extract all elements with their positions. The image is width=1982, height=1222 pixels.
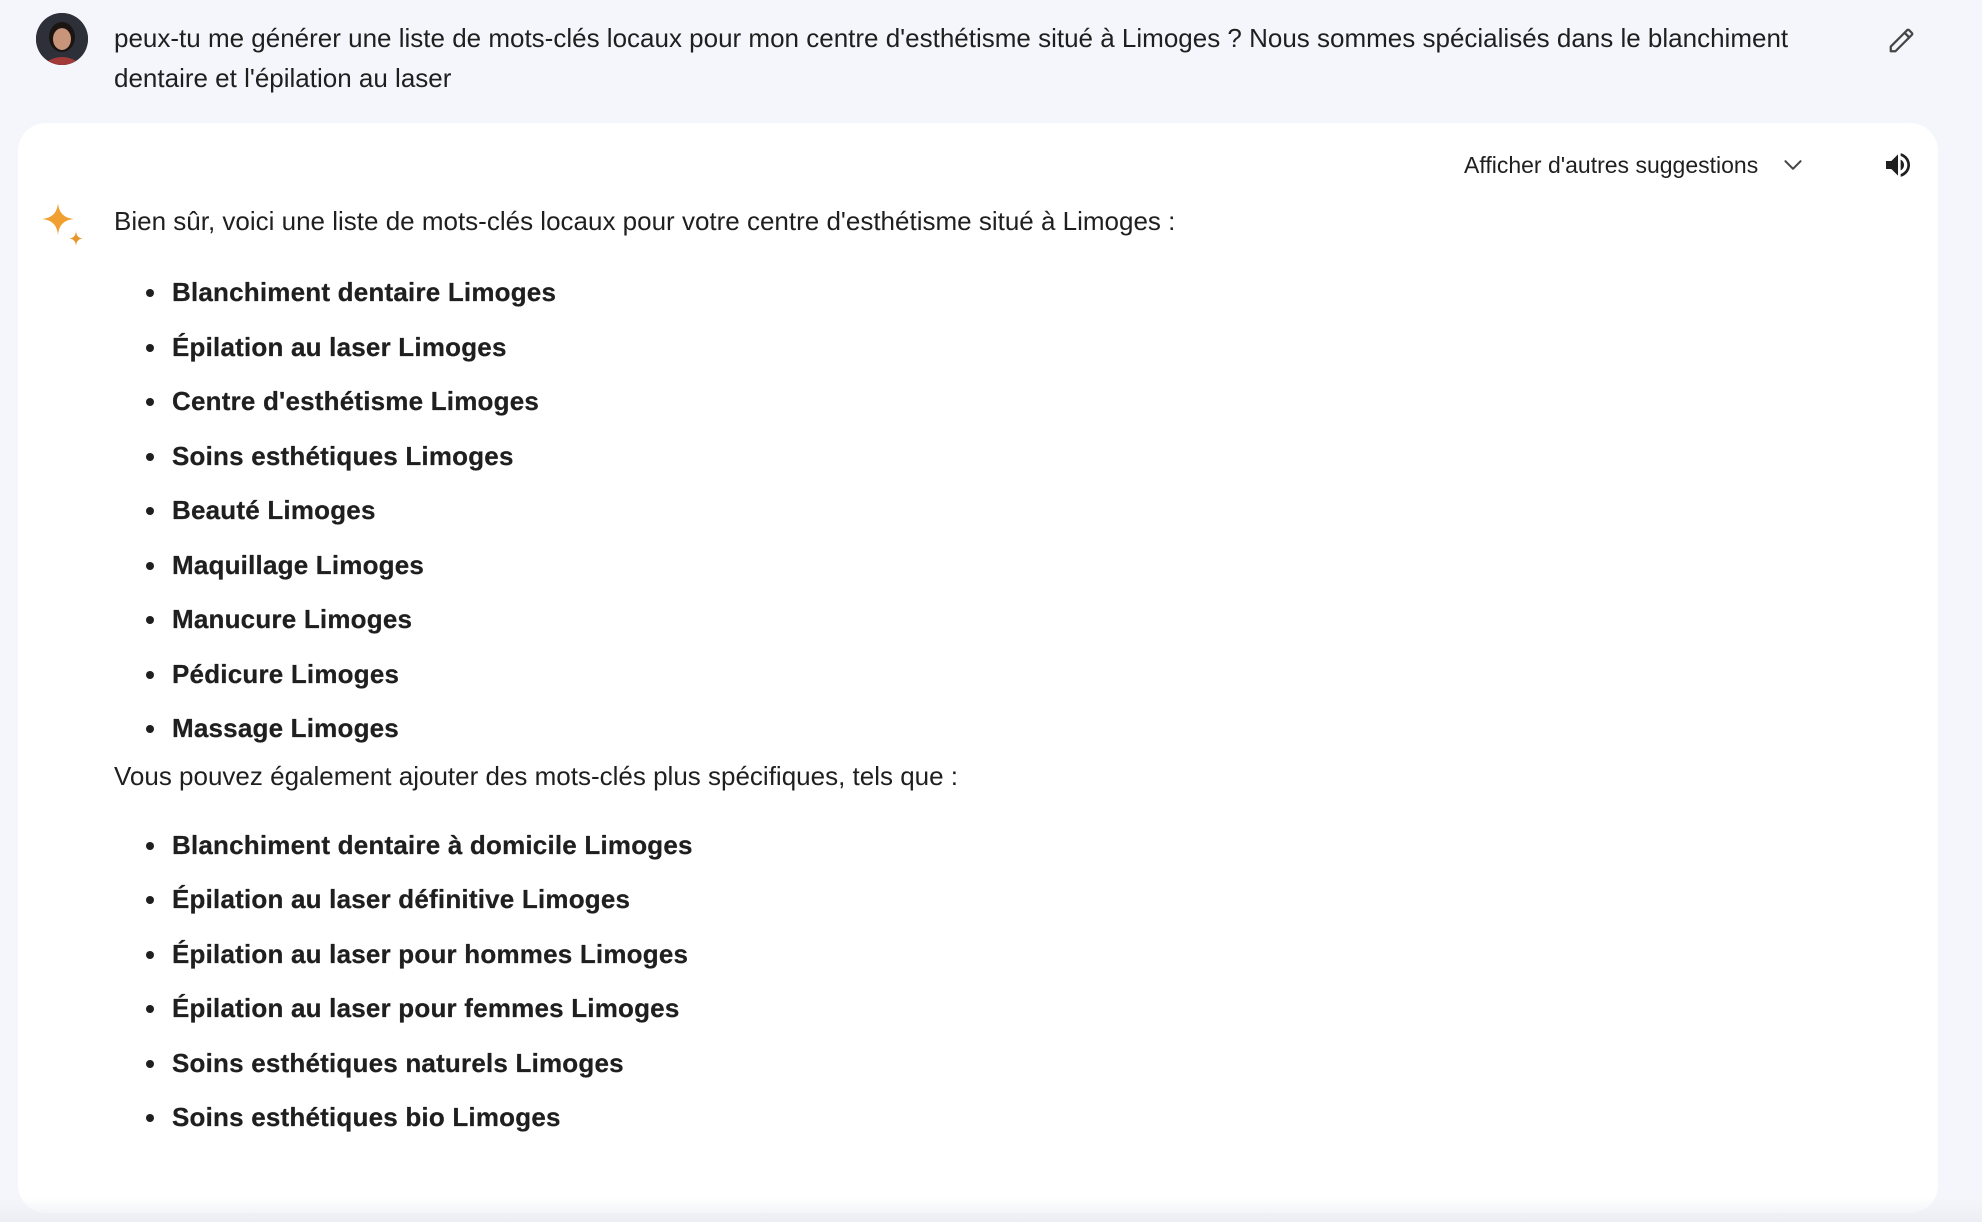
keyword-text: Maquillage Limoges — [172, 549, 425, 580]
assistant-sparkle-icon — [38, 201, 88, 251]
keyword-text: Massage Limoges — [172, 713, 399, 743]
keyword-text: Manucure Limoges — [172, 604, 413, 634]
keyword-list-specific — [114, 818, 1874, 1145]
pencil-icon — [1887, 25, 1917, 55]
user-prompt-row — [0, 0, 1982, 122]
response-card — [18, 123, 1938, 1213]
list-item — [114, 701, 1874, 756]
keyword-text: Blanchiment dentaire Limoges — [172, 277, 557, 307]
keyword-text: Épilation au laser Limoges — [172, 331, 507, 362]
keyword-text: Centre d'esthétisme Limoges — [172, 386, 540, 416]
sparkle-icon — [38, 201, 88, 251]
response-followup: Vous pouvez également ajouter des mots-clés plus spécifiques, tels que : — [114, 760, 959, 791]
keyword-text: Soins esthétiques naturels Limoges — [172, 1047, 624, 1078]
avatar-portrait-icon — [36, 13, 88, 65]
list-item — [114, 374, 1874, 429]
list-item — [114, 647, 1874, 702]
keyword-text: Soins esthétiques Limoges — [172, 440, 514, 471]
response-body — [114, 201, 1874, 1145]
keyword-text: Blanchiment dentaire à domicile Limoges — [172, 829, 693, 860]
list-item — [114, 483, 1874, 538]
user-avatar[interactable] — [36, 13, 88, 65]
list-item — [114, 1090, 1874, 1145]
keyword-text: Pédicure Limoges — [172, 658, 400, 689]
keyword-text: Beauté Limoges — [172, 495, 376, 525]
prompt-text: peux-tu me générer une liste de mots-clés locaux pour mon centre d'esthétisme situé à Limoges ? Nous sommes spécialisés dans le blanchiment dentaire et l'épilation au laser — [114, 23, 1789, 93]
list-item — [114, 320, 1874, 375]
list-item — [114, 927, 1874, 982]
show-drafts-label: Afficher d'autres suggestions — [1464, 151, 1759, 178]
keyword-text: Épilation au laser définitive Limoges — [172, 884, 631, 914]
keyword-text: Soins esthétiques bio Limoges — [172, 1102, 561, 1132]
scroll-fade — [0, 1198, 1982, 1222]
show-drafts-button[interactable] — [1464, 143, 1806, 187]
keyword-list-local — [114, 265, 1874, 756]
list-item — [114, 981, 1874, 1036]
edit-prompt-button[interactable] — [1880, 18, 1924, 62]
list-item — [114, 872, 1874, 927]
read-aloud-button[interactable] — [1876, 143, 1920, 187]
list-item — [114, 818, 1874, 873]
chevron-down-icon — [1780, 152, 1806, 178]
list-item — [114, 265, 1874, 320]
list-item — [114, 592, 1874, 647]
speaker-icon — [1882, 149, 1914, 181]
list-item — [114, 1036, 1874, 1091]
keyword-text: Épilation au laser pour femmes Limoges — [172, 993, 680, 1023]
list-item — [114, 429, 1874, 484]
keyword-text: Épilation au laser pour hommes Limoges — [172, 938, 689, 969]
list-item — [114, 538, 1874, 593]
response-intro: Bien sûr, voici une liste de mots-clés locaux pour votre centre d'esthétisme situé à Limoges : — [114, 206, 1176, 236]
